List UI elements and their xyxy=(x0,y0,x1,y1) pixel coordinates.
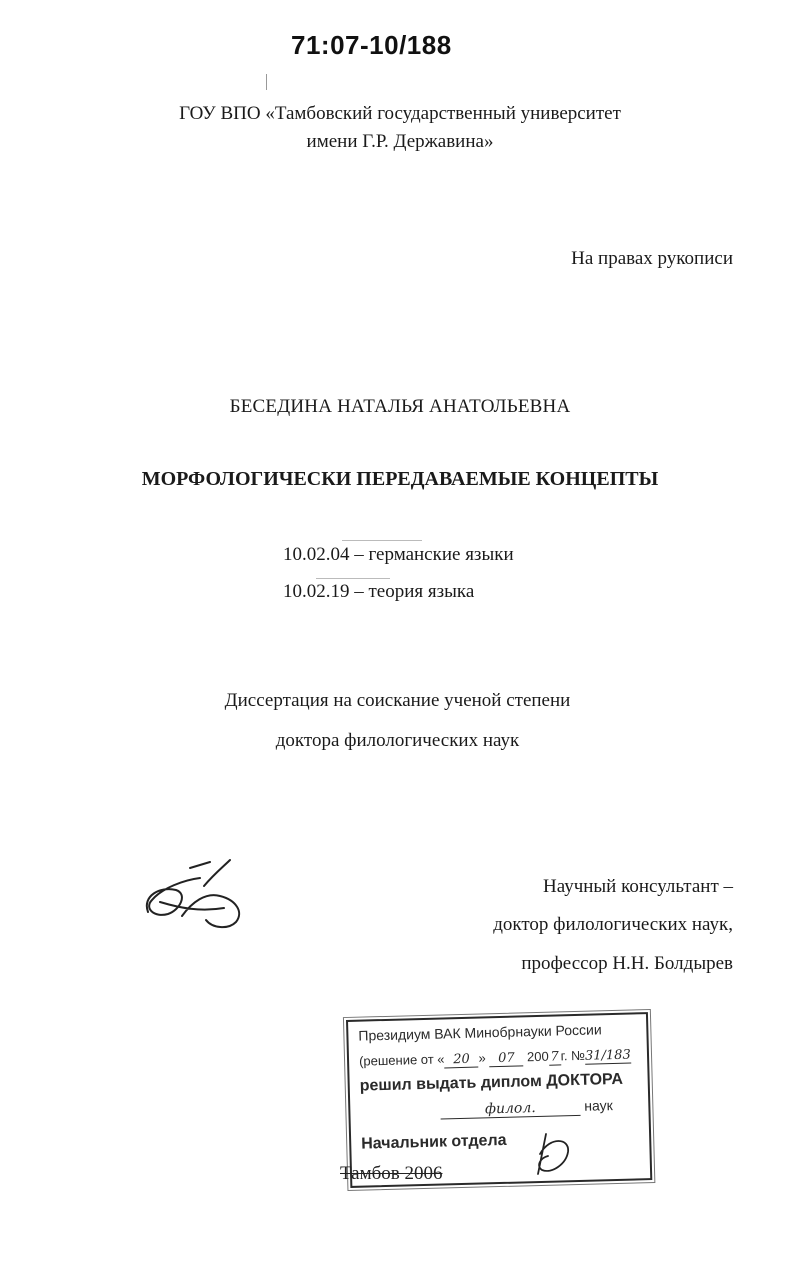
stamp-line-3: решил выдать диплом ДОКТОРА xyxy=(359,1070,624,1095)
specialty-1: 10.02.04 – германские языки xyxy=(283,544,514,565)
consultant-name: профессор Н.Н. Болдырев xyxy=(521,953,733,974)
stamp-line-5: Начальник отдела xyxy=(361,1131,507,1153)
stamp-line-2 xyxy=(359,1047,631,1071)
dissertation-degree-line-1: Диссертация на соискание ученой степени xyxy=(224,690,571,711)
dissertation-title: МОРФОЛОГИЧЕСКИ ПЕРЕДАВАЕМЫЕ КОНЦЕПТЫ xyxy=(141,468,659,490)
stamp-signature xyxy=(530,1130,576,1178)
stamp-decision-prefix: (решение от « xyxy=(358,1051,445,1069)
manuscript-rights: На правах рукописи xyxy=(571,248,733,269)
stamp-number-prefix: г. № xyxy=(560,1047,586,1064)
stamp-year-prefix: 200 xyxy=(526,1048,549,1065)
stamp-line-1: Президиум ВАК Минобрнауки России xyxy=(358,1021,602,1044)
stamp-number: 31/183 xyxy=(584,1047,631,1064)
scan-speck xyxy=(342,540,422,541)
stamp-line-4 xyxy=(440,1097,613,1120)
institution-line-2: имени Г.Р. Державина» xyxy=(306,131,494,152)
consultant-label: Научный консультант – xyxy=(543,876,733,897)
author-signature xyxy=(140,856,252,936)
dissertation-degree-line-2: доктора филологических наук xyxy=(275,730,520,751)
author-name: БЕСЕДИНА НАТАЛЬЯ АНАТОЛЬЕВНА xyxy=(229,396,571,417)
institution-line-1: ГОУ ВПО «Тамбовский государственный университет xyxy=(179,103,621,124)
consultant-degree: доктор филологических наук, xyxy=(493,914,733,935)
stamp-quote: » xyxy=(478,1050,486,1066)
stamp-field: филол. xyxy=(440,1099,580,1120)
vak-stamp xyxy=(346,1012,652,1188)
city-year: Тамбов 2006 xyxy=(340,1163,443,1184)
stamp-month: 07 xyxy=(489,1050,523,1067)
stamp-day: 20 xyxy=(444,1052,478,1069)
scan-speck xyxy=(316,578,390,579)
archive-code: 71:07-10/188 xyxy=(291,30,452,60)
stamp-year-digit: 7 xyxy=(550,1049,560,1065)
scan-mark xyxy=(266,74,267,90)
specialty-2: 10.02.19 – теория языка xyxy=(283,581,475,602)
stamp-science-suffix: наук xyxy=(584,1097,613,1114)
